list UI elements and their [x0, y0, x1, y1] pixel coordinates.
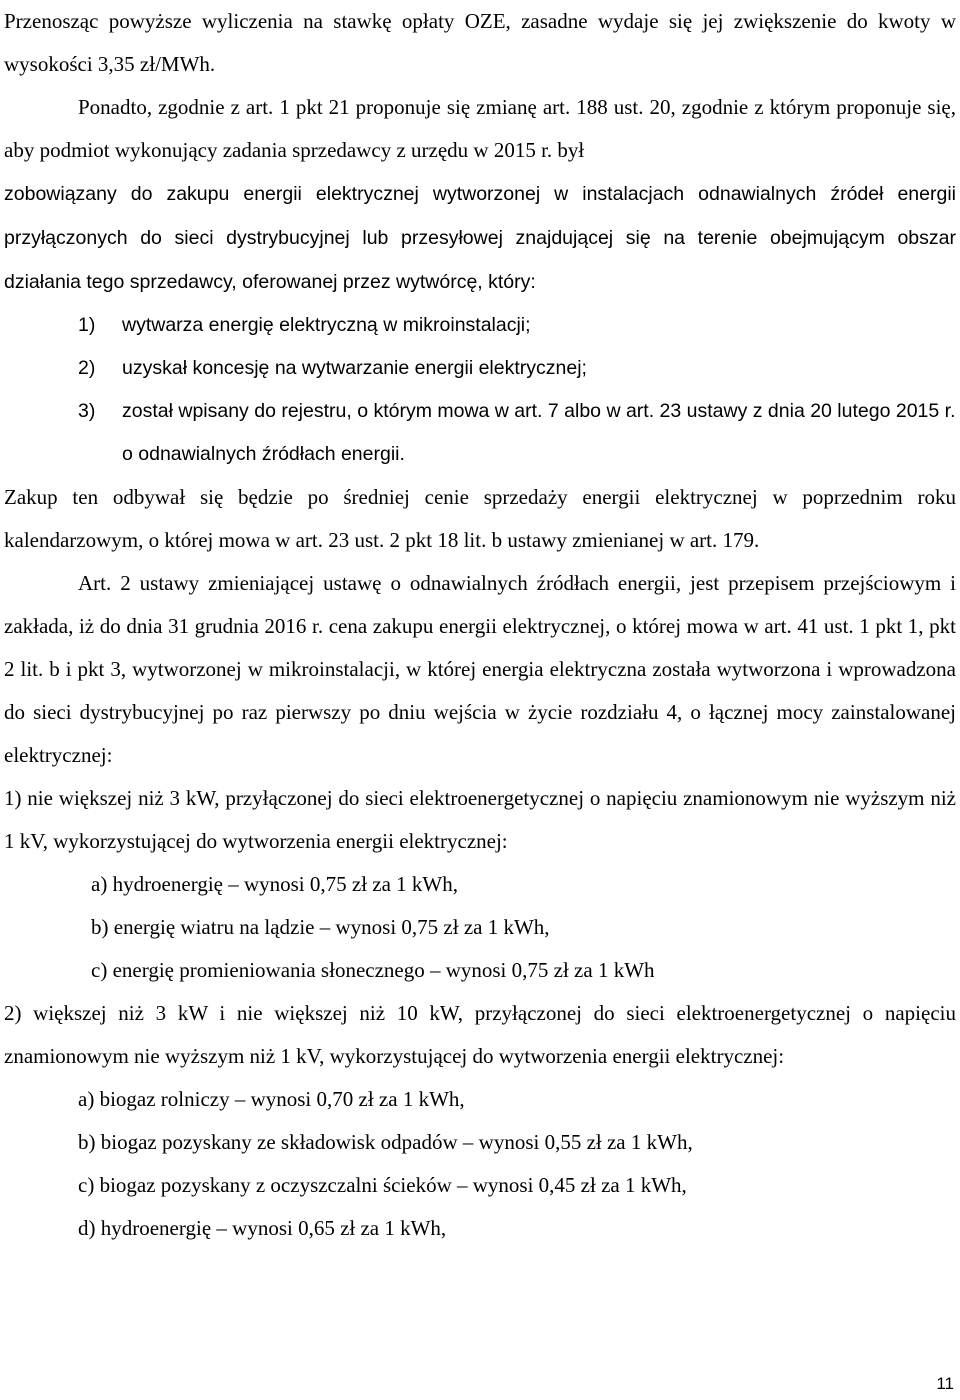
list-item-rate-10kw-d: d) hydroenergię – wynosi 0,65 zł za 1 kWh,	[78, 1216, 447, 1240]
paragraph-purchase-obligation	[4, 172, 956, 304]
list-item-rate-3kw-c: c) energię promieniowania słonecznego – wynosi 0,75 zł za 1 kWh	[91, 958, 655, 982]
list-text: został wpisany do rejestru, o którym mowa w art. 7 albo w art. 23 ustawy z dnia 20 lutego 2015 r. o odnawialnych źródłach energii.	[122, 400, 956, 465]
paragraph-art-188-change: Ponadto, zgodnie z art. 1 pkt 21 proponuje się zmianę art. 188 ust. 20, zgodnie z którym proponuje się, aby podmiot wykonujący zadania sprzedawcy z urzędu w 2015 r. był	[4, 95, 956, 162]
list-item-producer-condition-3	[4, 390, 956, 476]
document-page	[4, 0, 956, 1250]
paragraph-ozе-rate: Przenosząc powyższe wyliczenia na stawkę opłaty OZE, zasadne wydaje się jej zwiększenie do kwoty w wysokości 3,35 zł/MWh.	[4, 9, 956, 76]
paragraph-purchase-obligation-part-b: terenie obejmującym obszar działania tego sprzedawcy, oferowanej przez wytwórcę, który:	[4, 227, 956, 293]
paragraph-capacity-3-to-10kw: 2) większej niż 3 kW i nie większej niż 10 kW, przyłączonej do sieci elektroenergetycznej o napięciu znamionowym nie wyższym niż 1 kV, wykorzystującej do wytworzenia energii elektrycznej:	[4, 1001, 956, 1068]
list-text: wytwarza energię elektryczną w mikroinstalacji;	[122, 314, 531, 336]
list-item-rate-3kw-b: b) energię wiatru na lądzie – wynosi 0,75 zł za 1 kWh,	[91, 915, 550, 939]
paragraph-purchase-price: Zakup ten odbywał się będzie po średniej cenie sprzedaży energii elektrycznej w poprzednim roku kalendarzowym, o której mowa w art. 23 ust. 2 pkt 18 lit. b ustawy zmienianej w art. 179.	[4, 485, 956, 552]
list-number: 3)	[78, 400, 96, 422]
page-number: 11	[936, 1374, 954, 1393]
list-item-rate-10kw-c: c) biogaz pozyskany z oczyszczalni ścieków – wynosi 0,45 zł za 1 kWh,	[78, 1173, 687, 1197]
list-item-producer-condition-2	[4, 347, 956, 390]
paragraph-purchase-obligation-part-a: zobowiązany do zakupu energii elektrycznej wytworzonej w instalacjach odnawialnych źródeł energii przyłączonych do sieci dystrybucyjnej lub przesyłowej znajdującej się na	[4, 183, 956, 249]
list-item-rate-10kw-a: a) biogaz rolniczy – wynosi 0,70 zł za 1 kWh,	[78, 1087, 465, 1111]
list-number: 2)	[78, 357, 96, 379]
paragraph-art-2-transitional: Art. 2 ustawy zmieniającej ustawę o odnawialnych źródłach energii, jest przepisem przejściowym i zakłada, iż do dnia 31 grudnia 2016 r. cena zakupu energii elektrycznej, o której mowa w art. 41 ust. 1 pkt 1, pkt 2 lit. b i pkt 3, wytworzonej w mikroinstalacji, w której energia elektryczna została wytworzona i wprowadzona do sieci dystrybucyjnej po raz pierwszy po dniu wejścia w życie rozdziału 4, o łącznej mocy zainstalowanej elektrycznej:	[4, 571, 956, 767]
list-number: 1)	[78, 314, 96, 336]
list-item-producer-condition-1	[4, 304, 956, 347]
list-item-rate-3kw-a: a) hydroenergię – wynosi 0,75 zł za 1 kWh,	[91, 872, 459, 896]
list-item-rate-10kw-b: b) biogaz pozyskany ze składowisk odpadów – wynosi 0,55 zł za 1 kWh,	[78, 1130, 693, 1154]
list-text: uzyskał koncesję na wytwarzanie energii elektrycznej;	[122, 357, 587, 379]
paragraph-capacity-up-to-3kw: 1) nie większej niż 3 kW, przyłączonej do sieci elektroenergetycznej o napięciu znamionowym nie wyższym niż 1 kV, wykorzystującej do wytworzenia energii elektrycznej:	[4, 786, 956, 853]
